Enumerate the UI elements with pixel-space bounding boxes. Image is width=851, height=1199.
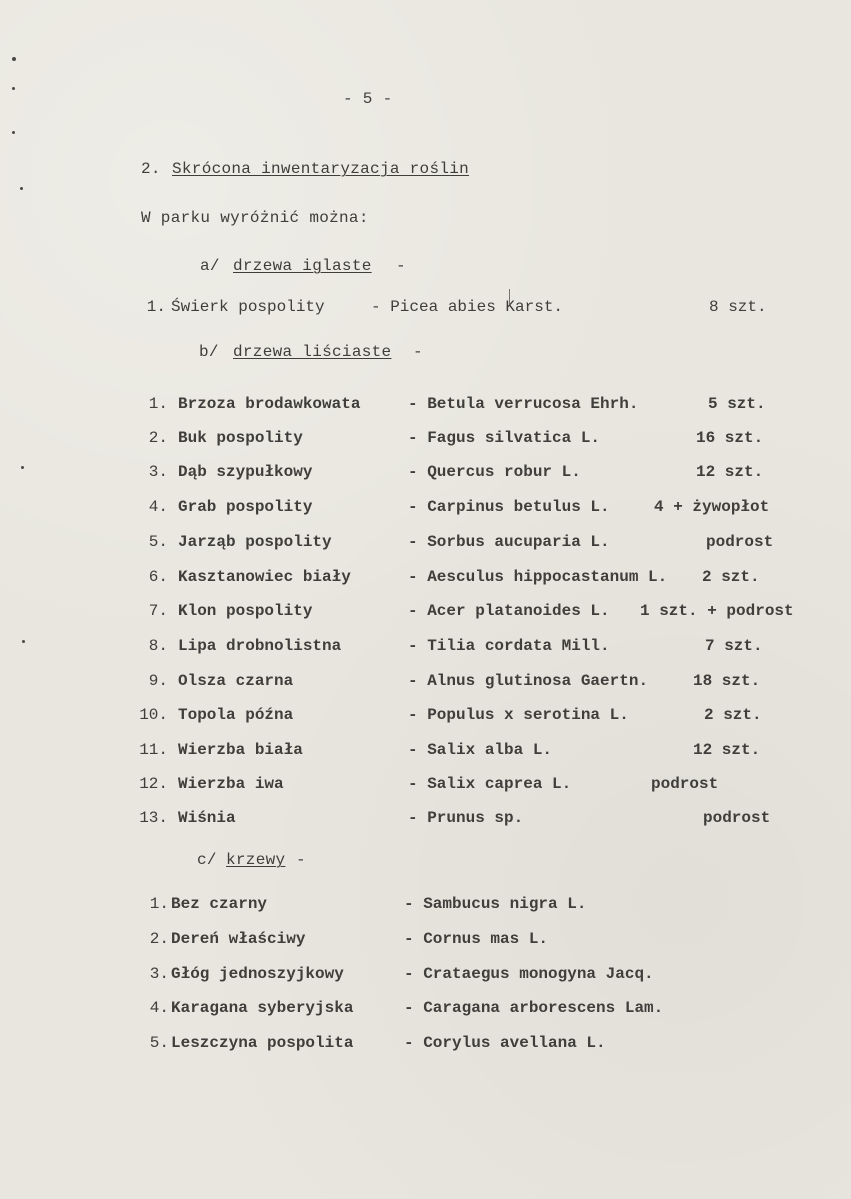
quantity: 2 szt. [704,706,762,724]
group-label-conifers: drzewa iglaste [233,257,372,275]
common-name: Bez czarny [171,895,268,913]
deciduous-row [148,637,798,659]
deciduous-row [148,602,818,624]
common-name: Wierzba biała [178,741,303,759]
quantity: 1 szt. + podrost [640,602,794,620]
latin-name: - Populus x serotina L. [408,706,629,724]
latin-name: - Betula verrucosa Ehrh. [408,395,639,413]
punch-hole-mark [12,87,15,90]
group-label-prefix-shrubs: c/ [197,851,217,869]
shrub-row [140,895,790,917]
common-name: Lipa drobnolistna [178,637,342,655]
latin-name: - Sambucus nigra L. [404,895,587,913]
common-name: Grab pospolity [178,498,313,516]
latin-name: - Prunus sp. [408,809,524,827]
row-number: 12. [139,775,168,793]
group-label-shrubs: krzewy [226,851,286,869]
latin-name: - Cornus mas L. [404,930,549,948]
group-label-prefix-deciduous: b/ [199,343,219,361]
row-number: 1. [146,298,166,316]
latin-name: - Sorbus aucuparia L. [408,533,610,551]
punch-hole-mark [12,131,15,134]
common-name: Topola późna [178,706,294,724]
shrub-row [140,999,790,1021]
deciduous-row [148,395,798,417]
common-name: Karagana syberyjska [171,999,354,1017]
latin-name: - Aesculus hippocastanum L. [408,568,668,586]
common-name: Dereń właściwy [171,930,306,948]
common-name: Jarząb pospolity [178,533,332,551]
intro-text: W parku wyróżnić można: [141,209,369,227]
latin-name: - Quercus robur L. [408,463,581,481]
quantity: podrost [703,809,771,827]
row-number: 9. [148,672,168,690]
section-title: Skrócona inwentaryzacja roślin [172,160,470,178]
deciduous-row [148,568,798,590]
punch-hole-mark [21,466,24,469]
row-number: 3. [148,463,168,481]
quantity: 4 + żywopłot [654,498,770,516]
latin-name: - Crataegus monogyna Jacq. [404,965,654,983]
deciduous-row [148,498,808,520]
latin-name: - Salix caprea L. [408,775,572,793]
shrub-row [140,965,790,987]
deciduous-row [139,809,798,831]
quantity: 12 szt. [693,741,761,759]
common-name: Leszczyna pospolita [171,1034,354,1052]
deciduous-row [139,706,798,728]
punch-hole-mark [12,57,16,61]
common-name: Dąb szypułkowy [178,463,313,481]
row-number: 7. [148,602,168,620]
punch-hole-mark [20,187,23,190]
row-number: 6. [148,568,168,586]
deciduous-row [148,463,798,485]
row-number: 4. [149,999,169,1017]
common-name: Klon pospolity [178,602,313,620]
row-number: 2. [149,930,169,948]
row-number: 8. [148,637,168,655]
deciduous-row [139,775,798,797]
deciduous-row [139,741,798,763]
row-number: 10. [139,706,168,724]
group-label-suffix-conifers: - [396,257,406,275]
row-number: 1. [148,395,168,413]
latin-name: - Carpinus betulus L. [408,498,610,516]
row-number: 5. [148,533,168,551]
conifer-row [140,298,800,320]
row-number: 4. [148,498,168,516]
latin-name: - Salix alba L. [408,741,553,759]
latin-name: - Caragana arborescens Lam. [404,999,664,1017]
punch-hole-mark [22,640,25,643]
latin-name: - Fagus silvatica L. [408,429,601,447]
common-name: Kasztanowiec biały [178,568,351,586]
shrub-row [140,1034,790,1056]
group-label-suffix-shrubs: - [296,851,306,869]
latin-name: - Corylus avellana L. [404,1034,606,1052]
deciduous-row [148,533,798,555]
common-name: Wiśnia [178,809,236,827]
group-label-deciduous: drzewa liściaste [233,343,392,361]
quantity: 5 szt. [708,395,766,413]
latin-name: - Picea abies Karst. [371,298,564,316]
quantity: 7 szt. [705,637,763,655]
quantity: 16 szt. [696,429,764,447]
row-number: 2. [148,429,168,447]
common-name: Brzoza brodawkowata [178,395,361,413]
latin-name: - Tilia cordata Mill. [408,637,610,655]
common-name: Świerk pospolity [171,298,325,316]
quantity: 12 szt. [696,463,764,481]
latin-name: - Acer platanoides L. [408,602,610,620]
row-number: 11. [139,741,168,759]
shrub-row [140,930,790,952]
row-number: 3. [149,965,169,983]
row-number: 13. [139,809,168,827]
latin-name: - Alnus glutinosa Gaertn. [408,672,649,690]
quantity: 8 szt. [709,298,767,316]
quantity: podrost [706,533,774,551]
row-number: 1. [149,895,169,913]
deciduous-row [148,672,798,694]
quantity: 18 szt. [693,672,761,690]
section-title-prefix: 2. [141,160,161,178]
page-number: - 5 - [343,90,393,108]
row-number: 5. [149,1034,169,1052]
common-name: Głóg jednoszyjkowy [171,965,344,983]
group-label-prefix-conifers: a/ [200,257,220,275]
common-name: Wierzba iwa [178,775,284,793]
quantity: 2 szt. [702,568,760,586]
common-name: Buk pospolity [178,429,303,447]
group-label-suffix-deciduous: - [413,343,423,361]
quantity: podrost [651,775,719,793]
deciduous-row [148,429,798,451]
common-name: Olsza czarna [178,672,294,690]
